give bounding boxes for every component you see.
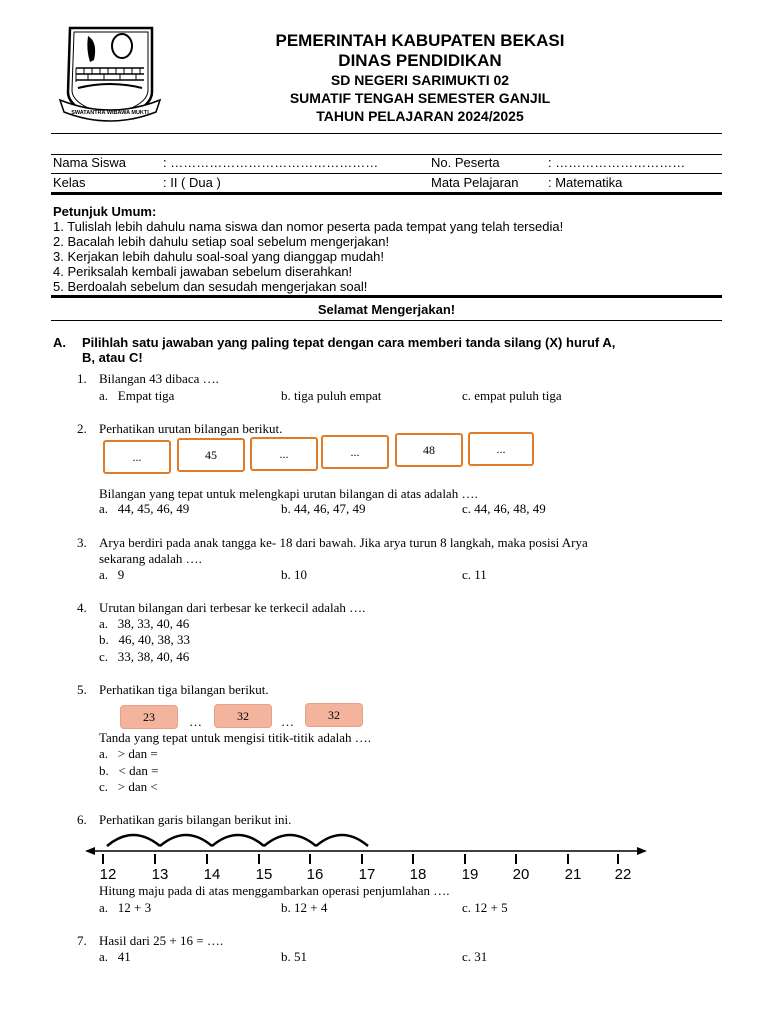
question-text: Arya berdiri pada anak tangga ke- 18 dari bawah. Jika arya turun 8 langkah, maka posisi Arya xyxy=(99,535,588,550)
option-b[interactable]: b. 51 xyxy=(281,949,307,964)
option-a[interactable]: a. Empat tiga xyxy=(99,388,175,403)
mapel-value: : Matematika xyxy=(548,175,623,190)
peserta-field[interactable]: : ………………………… xyxy=(548,155,686,170)
header-line-4: SUMATIF TENGAH SEMESTER GANJIL xyxy=(289,90,551,106)
number-line-tick xyxy=(567,854,569,864)
number-line-label: 16 xyxy=(306,866,324,883)
jump-arc xyxy=(316,835,368,846)
instructions-title: Petunjuk Umum: xyxy=(53,204,157,219)
question-number: 2. xyxy=(77,421,87,436)
identity-bottom-border xyxy=(51,192,722,195)
number-line-label: 17 xyxy=(358,866,376,883)
header-divider xyxy=(51,133,722,134)
question-text: Perhatikan garis bilangan berikut ini. xyxy=(99,812,292,827)
number-line-label: 20 xyxy=(512,866,530,883)
instruction-item: 3. Kerjakan lebih dahulu soal-soal yang dianggap mudah! xyxy=(53,249,385,264)
option-c[interactable]: c. 44, 46, 48, 49 xyxy=(462,501,546,516)
instruction-item: 1. Tulislah lebih dahulu nama siswa dan nomor peserta pada tempat yang telah tersedia! xyxy=(53,219,564,234)
kelas-label: Kelas xyxy=(53,175,86,190)
question-number: 6. xyxy=(77,812,87,827)
question-text-2: sekarang adalah …. xyxy=(99,551,202,566)
jump-arc xyxy=(107,835,160,846)
question-text: Perhatikan urutan bilangan berikut. xyxy=(99,421,283,436)
number-line-label: 13 xyxy=(151,866,169,883)
arrow-right-icon xyxy=(637,847,647,855)
number-line-tick xyxy=(258,854,260,864)
number-line-tick xyxy=(154,854,156,864)
section-a-instruction-1: Pilihlah satu jawaban yang paling tepat dengan cara memberi tanda silang (X) huruf A, xyxy=(82,335,616,350)
jump-arc xyxy=(212,835,264,846)
number-line-tick xyxy=(412,854,414,864)
header-line-1: PEMERINTAH KABUPATEN BEKASI xyxy=(275,31,565,50)
sequence-box: ... xyxy=(468,432,534,466)
question-text-2: Tanda yang tepat untuk mengisi titik-titik adalah …. xyxy=(99,730,372,745)
number-line-tick xyxy=(102,854,104,864)
option-a[interactable]: a. 12 + 3 xyxy=(99,900,152,915)
number-line-label: 21 xyxy=(564,866,582,883)
greeting-bottom-border xyxy=(51,320,722,321)
option-c[interactable]: c. 11 xyxy=(462,567,487,582)
number-line-label: 12 xyxy=(99,866,117,883)
option-c[interactable]: c. 33, 38, 40, 46 xyxy=(99,649,190,664)
header-line-3: SD NEGERI SARIMUKTI 02 xyxy=(330,72,510,88)
option-b[interactable]: b. 44, 46, 47, 49 xyxy=(281,501,366,516)
question-text: Urutan bilangan dari terbesar ke terkecil adalah …. xyxy=(99,600,366,615)
jump-arc xyxy=(160,835,212,846)
instruction-item: 2. Bacalah lebih dahulu setiap soal sebelum mengerjakan! xyxy=(53,234,390,249)
option-c[interactable]: c. 31 xyxy=(462,949,488,964)
instruction-item: 4. Periksalah kembali jawaban sebelum diserahkan! xyxy=(53,264,353,279)
comparison-blank[interactable]: … xyxy=(281,714,294,729)
comparison-blank[interactable]: … xyxy=(189,714,202,729)
option-c[interactable]: c. > dan < xyxy=(99,779,158,794)
identity-middle-border xyxy=(51,173,722,174)
number-line-tick xyxy=(309,854,311,864)
number-line-label: 19 xyxy=(461,866,479,883)
number-line-tick xyxy=(617,854,619,864)
peserta-label: No. Peserta xyxy=(431,155,500,170)
sequence-box: ... xyxy=(250,437,318,471)
question-number: 7. xyxy=(77,933,87,948)
question-number: 1. xyxy=(77,371,87,386)
option-c[interactable]: c. 12 + 5 xyxy=(462,900,508,915)
kelas-value: : II ( Dua ) xyxy=(163,175,221,190)
instruction-item: 5. Berdoalah sebelum dan sesudah mengerjakan soal! xyxy=(53,279,368,294)
logo-motto: SWATANTRA WIBAWA MUKTI xyxy=(71,110,149,116)
number-line-tick xyxy=(464,854,466,864)
kabupaten-logo xyxy=(58,22,162,126)
option-c[interactable]: c. empat puluh tiga xyxy=(462,388,562,403)
question-text: Bilangan 43 dibaca …. xyxy=(99,371,219,386)
question-number: 4. xyxy=(77,600,87,615)
question-number: 5. xyxy=(77,682,87,697)
number-line-label: 15 xyxy=(255,866,273,883)
sequence-box: ... xyxy=(321,435,389,469)
number-line xyxy=(85,828,655,868)
header-line-5: TAHUN PELAJARAN 2024/2025 xyxy=(316,108,524,124)
number-box: 23 xyxy=(120,705,178,729)
number-line-label: 22 xyxy=(614,866,632,883)
question-text-2: Hitung maju pada di atas menggambarkan operasi penjumlahan …. xyxy=(99,883,450,898)
nama-label: Nama Siswa xyxy=(53,155,126,170)
option-a[interactable]: a. 41 xyxy=(99,949,131,964)
number-line-tick xyxy=(515,854,517,864)
header-line-2: DINAS PENDIDIKAN xyxy=(338,51,502,70)
number-box: 32 xyxy=(305,703,363,727)
section-a-instruction-2: B, atau C! xyxy=(82,350,143,365)
option-a[interactable]: a. 9 xyxy=(99,567,125,582)
question-text-2: Bilangan yang tepat untuk melengkapi urutan bilangan di atas adalah …. xyxy=(99,486,478,501)
number-line-tick xyxy=(361,854,363,864)
question-text: Hasil dari 25 + 16 = …. xyxy=(99,933,224,948)
number-line-label: 18 xyxy=(409,866,427,883)
option-b[interactable]: b. 12 + 4 xyxy=(281,900,328,915)
mapel-label: Mata Pelajaran xyxy=(431,175,519,190)
arrow-left-icon xyxy=(85,847,95,855)
option-a[interactable]: a. > dan = xyxy=(99,746,158,761)
option-b[interactable]: b. < dan = xyxy=(99,763,159,778)
section-a-letter: A. xyxy=(53,335,66,350)
question-number: 3. xyxy=(77,535,87,550)
option-a[interactable]: a. 44, 45, 46, 49 xyxy=(99,501,190,516)
question-text: Perhatikan tiga bilangan berikut. xyxy=(99,682,269,697)
sequence-box: ... xyxy=(103,440,171,474)
number-box: 32 xyxy=(214,704,272,728)
option-b[interactable]: b. tiga puluh empat xyxy=(281,388,382,403)
instructions-bottom-border xyxy=(51,295,722,298)
greeting-text: Selamat Mengerjakan! xyxy=(317,302,456,317)
jump-arc xyxy=(264,835,316,846)
option-a[interactable]: a. 38, 33, 40, 46 xyxy=(99,616,190,631)
sequence-box: 48 xyxy=(395,433,463,467)
option-b[interactable]: b. 46, 40, 38, 33 xyxy=(99,632,190,647)
option-b[interactable]: b. 10 xyxy=(281,567,307,582)
sequence-box: 45 xyxy=(177,438,245,472)
number-line-tick xyxy=(206,854,208,864)
number-line-label: 14 xyxy=(203,866,221,883)
nama-field[interactable]: : ………………………………………… xyxy=(163,155,379,170)
